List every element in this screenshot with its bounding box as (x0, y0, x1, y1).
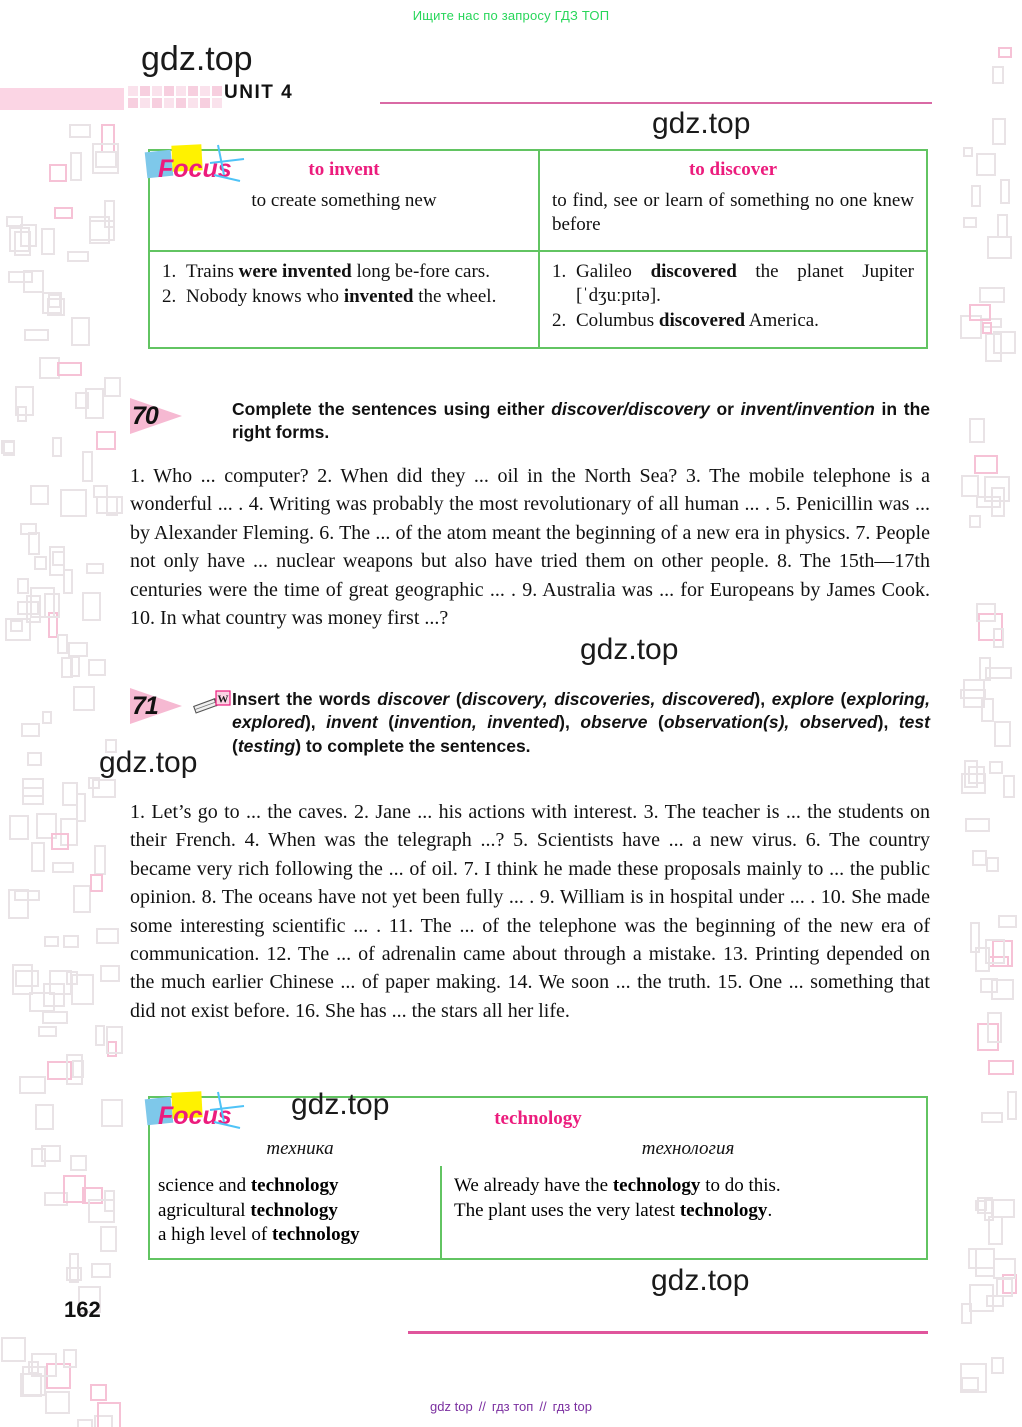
decorative-square (979, 287, 1005, 303)
decorative-square (996, 1278, 1013, 1297)
decorative-square (987, 236, 1012, 259)
decorative-square (39, 357, 60, 379)
decorative-square (52, 862, 74, 873)
decorative-square (86, 563, 104, 574)
decorative-square (987, 1012, 1002, 1043)
checker-square (200, 98, 210, 108)
decorative-square (73, 885, 91, 913)
decorative-square (104, 1190, 115, 1212)
decorative-square (982, 322, 992, 334)
decorative-square (91, 1263, 111, 1278)
decorative-square (82, 1187, 103, 1204)
decorative-square (15, 386, 34, 416)
decorative-square (993, 628, 1004, 648)
technology-examples-right: We already have the technology to do this. The plant uses the very latest technology. (454, 1175, 781, 1221)
decorative-square (968, 766, 985, 784)
decorative-square (1002, 1274, 1017, 1294)
decorative-square (992, 66, 1004, 84)
pencil-w-icon (192, 690, 232, 718)
decorative-square (76, 793, 86, 822)
watermark-gdz-top: gdz.top (651, 1264, 750, 1297)
decorative-square (90, 874, 103, 892)
focus-example-text: Columbus discovered America. (576, 310, 819, 332)
decorative-square (977, 1197, 993, 1214)
decorative-square (9, 227, 30, 252)
decorative-square (42, 292, 62, 314)
decorative-square (44, 936, 59, 947)
checker-square (188, 86, 198, 96)
decorative-square (66, 971, 78, 985)
decorative-square (68, 642, 88, 657)
decorative-square (63, 1175, 86, 1203)
decorative-square (89, 216, 110, 244)
focus-example-text: Nobody knows who invented the wheel. (186, 285, 497, 307)
decorative-square (100, 1226, 117, 1252)
decorative-square (963, 679, 985, 708)
svg-text:Focus: Focus (158, 1102, 232, 1130)
decorative-square (978, 613, 1003, 641)
decorative-square (34, 556, 47, 570)
decorative-square (993, 331, 1016, 354)
unit-header (128, 82, 928, 116)
decorative-square (974, 455, 998, 474)
decorative-square (94, 845, 106, 875)
decorative-square (44, 1192, 68, 1206)
decorative-square (67, 251, 89, 262)
focus-definition-discover: to find, see or learn of something no one knew before (552, 190, 914, 236)
decorative-square (31, 1353, 57, 1377)
exercise-number: 70 (132, 402, 158, 430)
footer-link: // (539, 1399, 547, 1414)
checker-square (176, 98, 186, 108)
decorative-square (969, 304, 991, 321)
decorative-square (95, 151, 117, 168)
decorative-square (976, 603, 996, 622)
decorative-square (48, 294, 61, 308)
decorative-square (992, 118, 1006, 145)
decorative-square (8, 889, 29, 919)
decorative-square (41, 1145, 61, 1162)
decorative-square (988, 1060, 1014, 1075)
technology-translations (150, 1130, 926, 1166)
decorative-square (61, 657, 73, 678)
decorative-square (82, 451, 93, 482)
decorative-square (96, 496, 123, 514)
decorative-square (981, 1112, 1003, 1123)
watermark-gdz-top: gdz.top (652, 107, 751, 140)
decorative-square (963, 217, 977, 228)
decorative-square (981, 318, 1002, 328)
decorative-square (92, 143, 119, 174)
decorative-square (1, 440, 15, 454)
decorative-square (14, 890, 40, 901)
footer-link[interactable]: гдз top (552, 1399, 592, 1414)
decorative-square (46, 1363, 71, 1389)
decorative-square (21, 723, 40, 737)
focus-example-number: 1. (552, 260, 567, 282)
decorative-square (975, 1248, 995, 1277)
decorative-square (19, 1076, 46, 1094)
decorative-square (52, 437, 62, 457)
decorative-square (963, 147, 973, 157)
decorative-square (979, 657, 991, 681)
decorative-square (44, 593, 60, 618)
decorative-square (100, 965, 120, 982)
focus-example-number: 2. (162, 285, 177, 307)
checker-square (212, 98, 222, 108)
decorative-square (104, 377, 121, 397)
checker-square (176, 86, 186, 96)
svg-text:Focus: Focus (158, 155, 232, 183)
decorative-square (47, 1061, 72, 1080)
decorative-square (972, 850, 987, 866)
decorative-square (960, 1363, 987, 1393)
decorative-square (41, 228, 55, 255)
watermark-gdz-top: gdz.top (580, 633, 679, 666)
decorative-square (63, 1349, 77, 1368)
focus-heading-discover: to discover (688, 159, 778, 180)
exercise-71-body: 1. Let’s go to ... the caves. 2. Jane ... his actions with interest. 3. The teacher is ... the students on their French. 4. When was the telegraph ...? 5. Scientists have ... a new virus. 6. The country became very rich following the ... of oil. 7. I think he made these proposals mainly to ... the public opinion. 8. The oceans have not yet been fully ... . 9. William is in hospital under ... . 10. She made some interesting scientific ... . 11. The ... of the telephone was the beginning of the new era of communication. 12. The ... of adrenalin came about through a mistake. 13. Printing depended on the much earlier Chinese ... of paper making. 14. We soon ... the truth. 15. One ... something that did not exist before. 16. She has ... the stars all her life. (130, 801, 930, 1022)
decorative-square (971, 185, 981, 207)
focus-example-item (162, 260, 526, 284)
decorative-square (1000, 179, 1010, 204)
decorative-square (60, 489, 87, 517)
focus-examples-invent (150, 252, 540, 347)
decorative-square (48, 612, 58, 638)
right-decorative-border (960, 0, 1022, 1427)
focus-logo-icon (144, 1088, 254, 1144)
decorative-square (29, 992, 55, 1012)
decorative-square (989, 761, 1003, 774)
decorative-square (968, 1248, 995, 1269)
decorative-square (3, 441, 15, 456)
decorative-square (1007, 1091, 1017, 1120)
decorative-square (96, 928, 119, 944)
decorative-square (969, 515, 981, 528)
checker-square (128, 98, 138, 108)
decorative-square (60, 818, 78, 846)
svg-text:W: W (217, 693, 229, 706)
decorative-square (69, 124, 91, 138)
decorative-square (101, 1099, 123, 1127)
decorative-square (47, 298, 65, 316)
decorative-square (71, 317, 90, 346)
decorative-square (101, 124, 115, 153)
decorative-square (977, 1023, 999, 1051)
exercise-71 (130, 688, 930, 758)
decorative-square (57, 634, 68, 654)
decorative-square (89, 220, 115, 241)
checker-pattern-decoration (128, 86, 224, 110)
decorative-square (988, 1216, 1003, 1245)
watermark-gdz-top: gdz.top (99, 746, 198, 779)
footer-link[interactable]: гдз топ (491, 1399, 534, 1414)
technology-examples-row (150, 1166, 926, 1258)
decorative-square (49, 970, 72, 995)
decorative-square (969, 418, 985, 443)
checker-square (128, 86, 138, 96)
decorative-square (70, 1155, 87, 1171)
decorative-square (31, 1148, 46, 1167)
page-number: 162 (64, 1297, 101, 1322)
watermark-gdz-top: gdz.top (141, 40, 253, 78)
decorative-square (997, 214, 1008, 238)
decorative-square (991, 487, 1005, 517)
decorative-square (981, 698, 994, 722)
focus-example-text: Galileo discovered the planet Jupiter [ˈdʒuːpɪtə]. (576, 260, 914, 306)
decorative-square (960, 315, 982, 339)
technology-translation-tehnologiya: технология (641, 1138, 735, 1159)
decorative-square (17, 406, 27, 422)
decorative-square (72, 1060, 84, 1078)
decorative-square (38, 1026, 57, 1037)
technology-translation-tehnika: техника (266, 1138, 334, 1159)
exercise-71-instructions: Insert the words discover (discovery, discoveries, discovered), explore (exploring, explored), invent (invention, invented), observe (observation(s), observed), test (testing) to complete the sentences. (232, 689, 930, 756)
decorative-square (51, 833, 69, 850)
decorative-square (986, 857, 999, 872)
decorative-square (975, 947, 990, 972)
decorative-square (43, 983, 65, 1007)
decorative-square (6, 216, 23, 227)
decorative-square (22, 1366, 46, 1396)
decorative-square (70, 152, 82, 181)
left-decorative-border (0, 0, 128, 1427)
decorative-square (70, 656, 80, 677)
unit-title: UNIT 4 (224, 82, 294, 103)
decorative-square (106, 496, 118, 516)
focus-examples-row (150, 252, 926, 347)
exercise-70-instructions: Complete the sentences using either discover/discovery or invent/invention in the right forms. (232, 399, 930, 443)
focus-box-invent-discover (148, 149, 928, 349)
exercise-70 (130, 398, 930, 445)
decorative-square (961, 773, 986, 794)
technology-word: technology (494, 1108, 582, 1129)
decorative-square (1, 1337, 26, 1362)
footer-links (0, 1399, 1022, 1414)
decorative-square (976, 153, 996, 176)
exercise-number-badge (130, 688, 186, 724)
decorative-square (980, 978, 998, 993)
decorative-square (42, 711, 52, 724)
decorative-square (17, 578, 29, 594)
decorative-square (24, 329, 49, 341)
decorative-square (970, 922, 980, 953)
decorative-square (985, 667, 1012, 679)
decorative-square (998, 915, 1017, 928)
decorative-square (57, 362, 82, 376)
decorative-square (20, 224, 37, 247)
checker-square (140, 98, 150, 108)
decorative-square (991, 1357, 1004, 1374)
decorative-square (993, 1258, 1016, 1279)
decorative-square (30, 587, 55, 618)
decorative-square (992, 940, 1013, 967)
decorative-square (17, 601, 39, 615)
checker-square (164, 98, 174, 108)
footer-link: // (478, 1399, 486, 1414)
decorative-square (94, 1415, 113, 1427)
focus-example-item (162, 285, 526, 309)
decorative-square (1003, 775, 1015, 798)
footer-link[interactable]: gdz top (430, 1399, 473, 1414)
decorative-square (82, 592, 101, 621)
decorative-square (88, 1199, 115, 1223)
decorative-square (5, 618, 31, 641)
decorative-square (961, 475, 979, 497)
decorative-square (22, 778, 44, 797)
decorative-square (985, 333, 1002, 362)
decorative-square (71, 974, 94, 1005)
decorative-square (49, 164, 67, 182)
focus-example-item (552, 309, 914, 333)
decorative-square (984, 1199, 994, 1221)
decorative-square (994, 721, 1011, 747)
focus-example-item (552, 260, 914, 309)
decorative-square (961, 1303, 972, 1324)
search-prompt-banner: Ищите нас по запросу ГДЗ ТОП (412, 8, 610, 23)
decorative-square (66, 1054, 83, 1085)
checker-square (200, 86, 210, 96)
decorative-square (107, 1041, 117, 1057)
decorative-square (27, 752, 42, 766)
decorative-square (969, 1284, 994, 1312)
decorative-square (77, 1419, 93, 1427)
decorative-square (998, 47, 1012, 58)
decorative-square (9, 815, 29, 840)
decorative-square (31, 842, 45, 872)
focus-examples-discover (540, 252, 926, 347)
focus-example-number: 1. (162, 260, 177, 282)
checker-square (140, 86, 150, 96)
focus-cell-discover (540, 151, 926, 250)
decorative-square (23, 270, 44, 293)
decorative-square (73, 686, 95, 711)
decorative-square (30, 485, 49, 505)
decorative-square (92, 779, 116, 798)
decorative-square (986, 1295, 1004, 1307)
decorative-square (95, 1025, 105, 1046)
focus-definition-invent: to create something new (251, 190, 437, 211)
focus-heading-invent: to invent (308, 159, 380, 180)
decorative-square (93, 485, 108, 498)
decorative-square (62, 782, 78, 806)
decorative-square (976, 496, 1001, 508)
decorative-square (28, 1361, 39, 1374)
exercise-number: 71 (132, 692, 158, 720)
checker-square (164, 86, 174, 96)
decorative-square (964, 760, 978, 788)
checker-square (152, 86, 162, 96)
header-rule (380, 102, 932, 104)
decorative-square (96, 431, 116, 450)
focus-example-text: Trains were invented long be‑fore cars. (186, 260, 490, 282)
decorative-square (991, 1199, 1015, 1218)
decorative-square (15, 970, 39, 987)
focus-example-number: 2. (552, 310, 567, 332)
checker-square (152, 98, 162, 108)
decorative-square (85, 388, 104, 419)
footer-rule (408, 1331, 928, 1334)
decorative-square (985, 939, 1005, 964)
decorative-square (20, 523, 37, 535)
decorative-square (10, 620, 23, 632)
focus-box-technology (148, 1096, 928, 1260)
decorative-square (104, 200, 115, 228)
decorative-square (988, 956, 1009, 967)
decorative-square (63, 569, 73, 594)
decorative-square (20, 1373, 42, 1397)
decorative-square (63, 935, 79, 948)
checker-square (188, 98, 198, 108)
checker-square (212, 86, 222, 96)
watermark-gdz-top: gdz.top (291, 1088, 390, 1121)
decorative-square (960, 689, 986, 699)
decorative-square (54, 207, 73, 219)
decorative-square (52, 551, 65, 566)
decorative-square (961, 1377, 979, 1391)
decorative-square (106, 1026, 123, 1054)
decorative-square (965, 818, 990, 832)
decorative-square (88, 659, 106, 676)
decorative-square (22, 787, 44, 805)
exercise-70-body: 1. Who ... computer? 2. When did they ... oil in the North Sea? 3. The mobile telephone is a wonderful ... . 4. Writing was probably the most revolutionary of all human ... . 5. Penicillin was ... by Alexander Fleming. 6. The ... of the atom meant the beginning of a new era in physics. 7. People not only have ... nuclear weapons but also have tried them on other people. 8. The 15th—17th centuries were the time of great geographic ... . 9. Australia was ... for Europeans by James Cook. 10. In what country was money first ...? (130, 465, 930, 629)
technology-examples-left: science and technology agricultural technology a high level of technology (150, 1166, 442, 1258)
decorative-square (69, 1253, 79, 1283)
decorative-square (8, 271, 33, 283)
decorative-square (66, 1267, 82, 1281)
decorative-square (975, 1200, 987, 1211)
decorative-square (35, 1104, 54, 1130)
decorative-square (36, 813, 57, 839)
technology-heading-row (150, 1098, 926, 1166)
decorative-square (12, 964, 33, 995)
focus-logo-icon (144, 141, 254, 197)
decorative-square (984, 476, 1010, 502)
decorative-square (26, 595, 41, 623)
decorative-square (991, 979, 1014, 1000)
decorative-square (14, 231, 31, 256)
decorative-square (28, 532, 40, 555)
focus-definitions-row (150, 151, 926, 252)
decorative-square (75, 392, 89, 409)
exercise-number-badge (130, 398, 186, 434)
pink-band-decoration (0, 88, 124, 110)
decorative-square (42, 1011, 68, 1024)
decorative-square (49, 546, 65, 576)
